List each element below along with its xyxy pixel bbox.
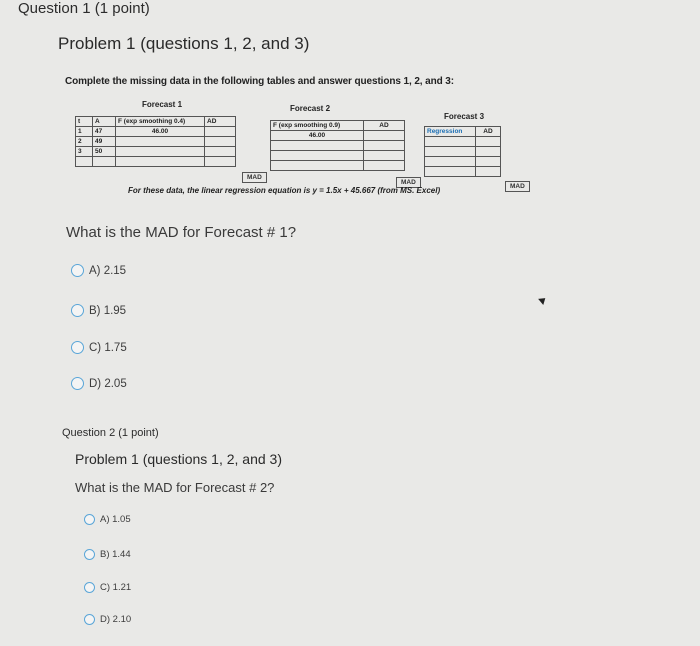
cell: [425, 137, 476, 147]
radio-button[interactable]: [71, 377, 84, 390]
cell: [205, 147, 236, 157]
question-1-prompt: What is the MAD for Forecast # 1?: [66, 224, 297, 241]
q1-option-a[interactable]: [71, 264, 126, 277]
cell: 46.00: [271, 131, 364, 141]
cell: [476, 167, 501, 177]
radio-button[interactable]: [71, 264, 84, 277]
option-label: C) 1.21: [100, 582, 132, 593]
option-label: C) 1.75: [89, 341, 127, 354]
q1-option-c[interactable]: [71, 341, 127, 354]
problem-instructions: Complete the missing data in the following tables and answer questions 1, 2, and 3:: [65, 76, 454, 87]
question-1-header: [18, 0, 150, 17]
option-label: D) 2.10: [100, 614, 132, 625]
cell: [205, 137, 236, 147]
cell: [476, 157, 501, 167]
q1-option-b[interactable]: [71, 304, 126, 317]
cell: 1: [76, 127, 93, 137]
header-t: t: [76, 117, 93, 127]
cell: [364, 161, 405, 171]
forecast-1-table: [75, 116, 236, 167]
header-ad: AD: [364, 121, 405, 131]
question-2-prompt: What is the MAD for Forecast # 2?: [75, 480, 275, 495]
forecast-3-title: Forecast 3: [444, 112, 485, 121]
cell: 46.00: [116, 127, 205, 137]
q2-option-d[interactable]: [84, 614, 131, 625]
q2-option-a[interactable]: [84, 514, 131, 525]
header-a: A: [93, 117, 116, 127]
radio-button[interactable]: [84, 614, 95, 625]
cell: [93, 157, 116, 167]
question-label: Question 1: [18, 0, 91, 17]
cell: [116, 157, 205, 167]
forecast-2-table: [270, 120, 405, 171]
problem-title: Problem 1 (questions 1, 2, and 3): [58, 34, 310, 53]
radio-button[interactable]: [84, 582, 95, 593]
cell: [271, 161, 364, 171]
cell: [205, 127, 236, 137]
option-label: D) 2.05: [89, 377, 127, 390]
radio-button[interactable]: [84, 549, 95, 560]
forecast-2-title: Forecast 2: [290, 104, 331, 113]
cell: 49: [93, 137, 116, 147]
header-forecast: F (exp smoothing 0.9): [271, 121, 364, 131]
cell: 50: [93, 147, 116, 157]
q1-option-d[interactable]: [71, 377, 127, 390]
option-label: A) 2.15: [89, 264, 127, 277]
problem-title-2: Problem 1 (questions 1, 2, and 3): [75, 451, 283, 467]
q2-option-b[interactable]: [84, 549, 131, 560]
option-label: B) 1.95: [89, 304, 127, 317]
cell: [364, 131, 405, 141]
mad-label-3: MAD: [505, 181, 530, 192]
radio-button[interactable]: [71, 304, 84, 317]
cell: [476, 147, 501, 157]
cell: [425, 167, 476, 177]
cell: [271, 151, 364, 161]
question-2-header: [62, 427, 159, 439]
cell: 3: [76, 147, 93, 157]
cell: [116, 147, 205, 157]
cell: [364, 141, 405, 151]
question-points: (1 point): [94, 0, 150, 17]
cell: [205, 157, 236, 167]
header-forecast: F (exp smoothing 0.4): [116, 117, 205, 127]
header-regression: Regression: [425, 127, 476, 137]
forecast-3-table: [424, 126, 501, 177]
question-points: (1 point): [118, 427, 159, 439]
option-label: B) 1.44: [100, 549, 131, 560]
option-label: A) 1.05: [100, 514, 131, 525]
question-label: Question 2: [62, 427, 116, 439]
radio-button[interactable]: [71, 341, 84, 354]
mad-label-1: MAD: [242, 172, 267, 183]
q2-option-c[interactable]: [84, 582, 131, 593]
forecast-1-title: Forecast 1: [142, 100, 183, 109]
cell: 2: [76, 137, 93, 147]
cell: [76, 157, 93, 167]
mouse-cursor-icon: [538, 295, 548, 305]
radio-button[interactable]: [84, 514, 95, 525]
mad-label-2: MAD: [396, 177, 421, 188]
cell: [425, 157, 476, 167]
cell: [425, 147, 476, 157]
cell: 47: [93, 127, 116, 137]
regression-note: For these data, the linear regression equation is y = 1.5x + 45.667 (from MS. Excel): [128, 186, 441, 195]
header-ad: AD: [205, 117, 236, 127]
cell: [116, 137, 205, 147]
cell: [364, 151, 405, 161]
cell: [271, 141, 364, 151]
header-ad: AD: [476, 127, 501, 137]
cell: [476, 137, 501, 147]
